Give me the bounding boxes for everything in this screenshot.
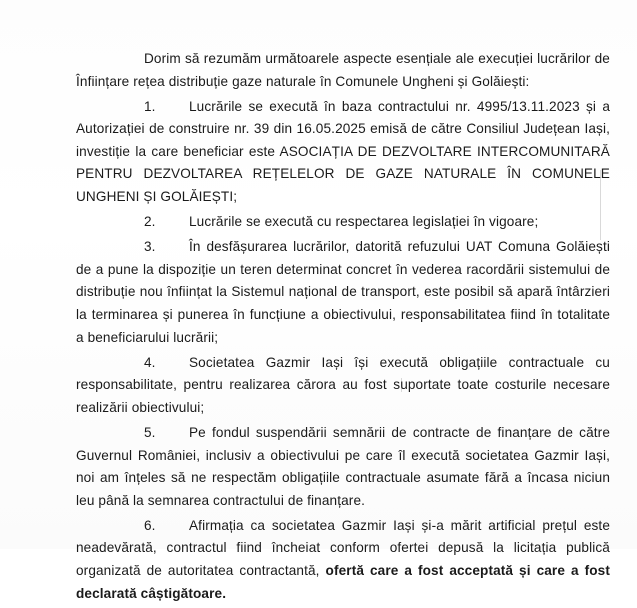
- intro-paragraph: Dorim să rezumăm următoarele aspecte esențiale ale execuției lucrărilor de Înființare rețea distribuție gaze naturale în Comunele Ungheni și Golăiești:: [76, 51, 610, 89]
- item-number: 4.: [144, 354, 156, 370]
- item-number: 6.: [144, 517, 156, 533]
- item-text: Societatea Gazmir Iași își execută obligațiile contractuale cu responsabilitate, pentru realizarea cărora au fost suportate toate costurile necesare realizării obiectivului;: [76, 354, 610, 415]
- item-text: [76, 515, 610, 605]
- list-item-3: [76, 236, 610, 349]
- item-text: Pe fondul suspendării semnării de contracte de finanțare de către Guvernul României, inclusiv a obiectivului pe care îl execută societatea Gazmir Iași, noi am înțeles să ne respectăm obligațiile contractuale asumate fără a încasa niciun leu până la semnarea contractului de finanțare.: [76, 425, 610, 508]
- list-item-1: [76, 96, 610, 209]
- item-text-bold: ofertă care a fost acceptată și care a fost declarată câștigătoare.: [76, 563, 610, 601]
- item-text: În desfășurarea lucrărilor, datorită refuzului UAT Comuna Golăiești de a pune la dispoziție un teren determinat concret în vederea racordării sistemului de distribuție nou înființat la Sistemul național de transport, este posibil să apară întârzieri la terminarea și punerea în funcțiune a obiectivului, responsabilitatea fiind în totalitate a beneficiarului lucrării;: [76, 239, 610, 345]
- item-number: 3.: [144, 239, 156, 255]
- item-text: Lucrările se execută cu respectarea legislației în vigoare;: [189, 214, 539, 230]
- list-item-6: [76, 515, 610, 605]
- item-number: 1.: [144, 98, 156, 114]
- list-item-5: [76, 422, 610, 512]
- item-number: 2.: [144, 214, 156, 230]
- item-text: Lucrările se execută în baza contractului nr. 4995/13.11.2023 și a Autorizației de construire nr. 39 din 16.05.2025 emisă de către Consiliul Județean Iași, investiție la care beneficiar este ASOCIAȚIA DE DEZVOLTARE INTERCOMUNITARĂ PENTRU DEZVOLTAREA REȚELELOR DE GAZE NATURALE ÎN COMUNELE UNGHENI ȘI GOLĂIEȘTI;: [76, 98, 610, 205]
- document-body: [76, 48, 610, 608]
- item-number: 5.: [144, 425, 156, 440]
- list-item-4: [76, 352, 610, 420]
- item-text-plain: Afirmația ca societatea Gazmir Iași și-a mărit artificial prețul este neadevărată, contractul fiind încheiat conform ofertei depusă la licitația publică organizată de autoritatea contractantă,: [76, 517, 610, 579]
- list-item-2: [76, 211, 610, 234]
